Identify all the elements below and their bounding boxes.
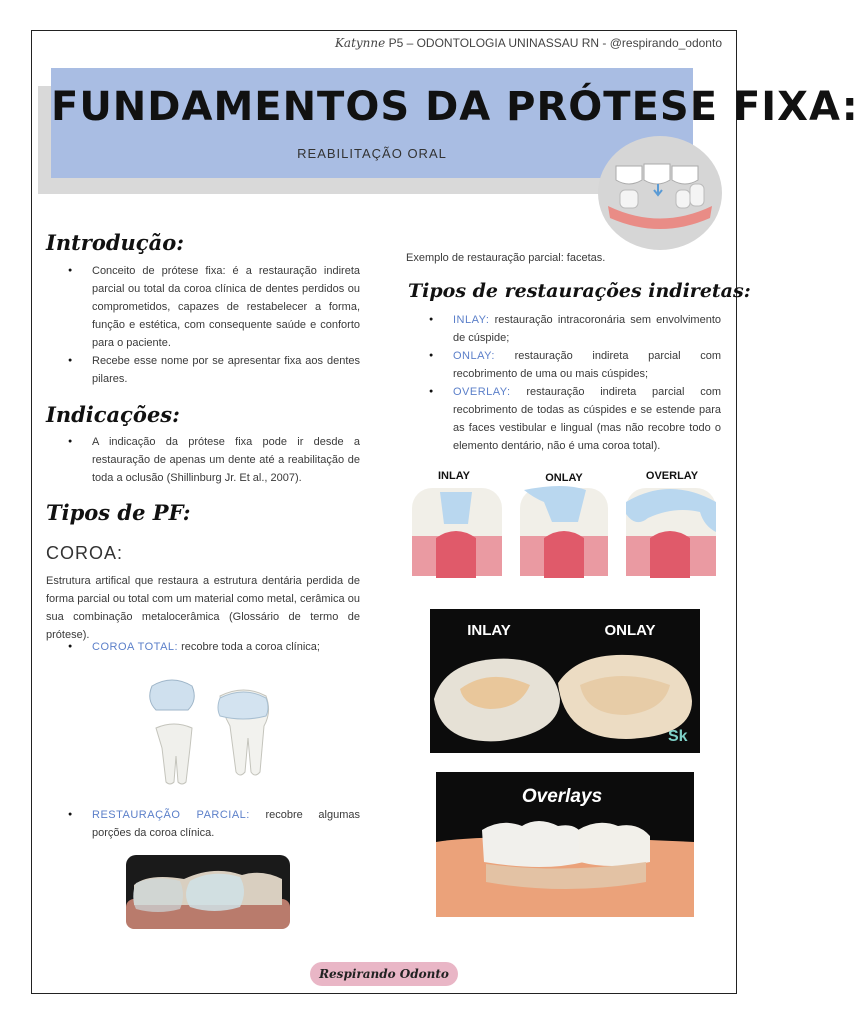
list-item	[453, 311, 721, 347]
author-line	[300, 36, 722, 50]
intro-heading: Introdução:	[46, 230, 184, 255]
inlay-text: restauração intracoronária sem envolvimento de cúspide;	[453, 314, 721, 344]
restauracao-parcial-item	[92, 806, 360, 842]
coroa-definition: Estrutura artifical que restaura a estrutura dentária perdida de forma parcial ou total com um material como metal, cerâmica ou sua combinação metalocerâmica (Glossário de termo de prótese).	[46, 575, 360, 641]
bridge-illustration	[598, 136, 722, 250]
photo-label-inlay: INLAY	[467, 622, 511, 639]
author-info: P5 – ODONTOLOGIA UNINASSAU RN - @respirando_odonto	[385, 36, 722, 50]
diagram-label-overlay: OVERLAY	[645, 470, 699, 482]
list-item: ● Conceito de prótese fixa: é a restauração indireta parcial ou total da coroa clínica de dentes perdidos ou comprometidos, capazes de restabelecer a forma, função e estética, com consequente saúde e conforto para o paciente.	[92, 262, 360, 352]
page-subtitle: REABILITAÇÃO ORAL	[297, 146, 447, 161]
photo-label-overlays: Overlays	[521, 786, 603, 807]
coroa-title: COROA:	[46, 543, 124, 563]
indirect-types-list	[453, 311, 721, 455]
indications-heading: Indicações:	[46, 402, 180, 427]
onlay-term: ONLAY:	[453, 350, 495, 362]
fixed-bridge-icon	[598, 136, 722, 250]
list-item	[453, 383, 721, 455]
overlay-term: OVERLAY:	[453, 386, 511, 398]
page-title: FUNDAMENTOS DA PRÓTESE FIXA:	[51, 84, 859, 130]
list-item	[92, 806, 360, 842]
diagram-label-onlay: ONLAY	[545, 472, 583, 484]
overlay-tooth	[626, 488, 716, 578]
diagram-label-inlay: INLAY	[438, 470, 470, 482]
restoration-types-diagram	[410, 462, 718, 578]
indications-list	[92, 433, 360, 487]
inlay-tooth	[412, 488, 502, 578]
crown-illustration	[140, 676, 280, 788]
indirect-types-heading: Tipos de restaurações indiretas:	[408, 280, 751, 302]
overlay-text: restauração indireta parcial com recobrimento de todas as cúspides e se estende para as faces vestibular e lingual (mas não recobre todo o elemento dentário, não é uma coroa total).	[453, 386, 721, 452]
author-signature: Katynne	[334, 36, 386, 50]
coroa-total-item	[92, 638, 360, 656]
photo-label-onlay: ONLAY	[604, 622, 656, 639]
title-band	[51, 68, 859, 178]
onlay-text: restauração indireta parcial com recobrimento de uma ou mais cúspides;	[453, 350, 721, 380]
list-item	[92, 638, 360, 656]
tipos-pf-heading: Tipos de PF:	[46, 500, 191, 525]
coroa-total-text: recobre toda a coroa clínica;	[178, 641, 320, 653]
inlay-onlay-photo	[430, 609, 700, 753]
inlay-term: INLAY:	[453, 314, 490, 326]
partial-restoration-photo	[126, 855, 290, 929]
list-item: ● Recebe esse nome por se apresentar fixa aos dentes pilares.	[92, 352, 360, 388]
footer-brand: Respirando Odonto	[310, 962, 458, 986]
list-item	[453, 347, 721, 383]
facetas-example: Exemplo de restauração parcial: facetas.	[406, 252, 606, 264]
restauracao-parcial-text: recobre algumas porções da coroa clínica.	[92, 809, 360, 839]
overlays-photo	[436, 772, 694, 917]
coroa-total-term: COROA TOTAL:	[92, 641, 179, 653]
restauracao-parcial-term: RESTAURAÇÃO PARCIAL:	[92, 809, 250, 821]
photo-watermark: Sk	[668, 728, 688, 745]
onlay-tooth	[520, 486, 608, 578]
intro-list	[92, 262, 360, 388]
list-item: ● A indicação da prótese fixa pode ir desde a restauração de apenas um dente até a reabilitação de toda a oclusão (Shillinburg Jr. Et al., 2007).	[92, 433, 360, 487]
